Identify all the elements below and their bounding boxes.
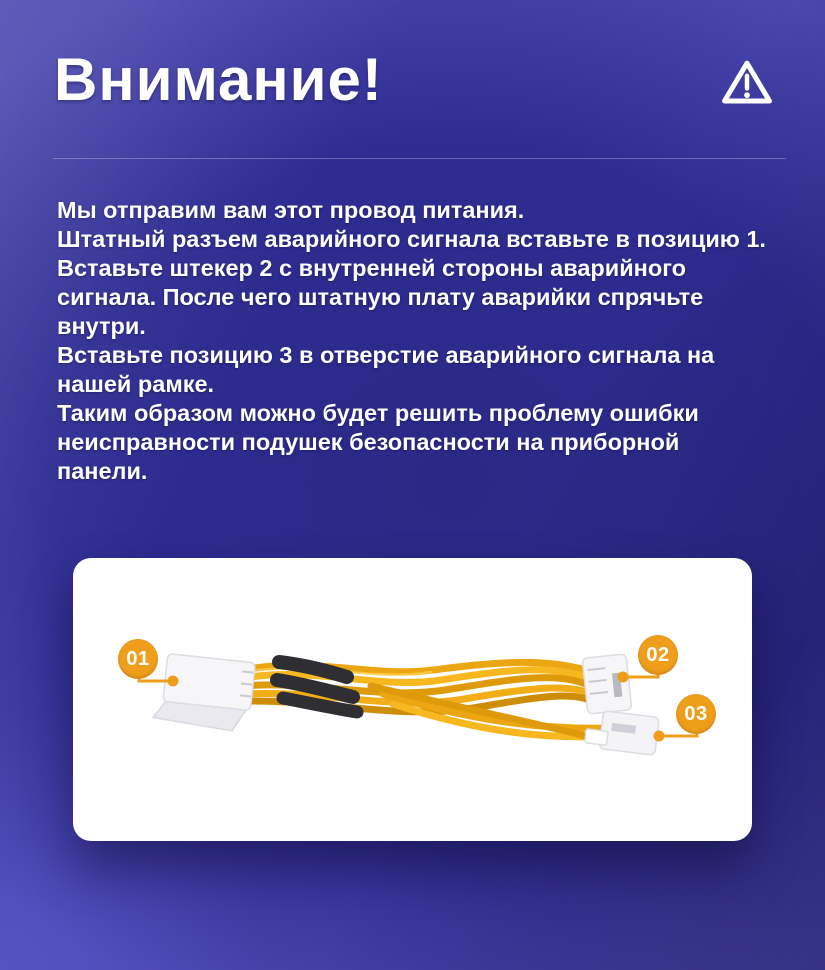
- instruction-line: внутри.: [57, 313, 146, 339]
- page-title: Внимание!: [54, 46, 383, 113]
- instruction-line: панели.: [57, 458, 148, 484]
- instruction-line: Таким образом можно будет решить проблему ошибки: [57, 400, 699, 426]
- instruction-line: Вставьте штекер 2 с внутренней стороны аварийного: [57, 255, 687, 281]
- instruction-line: сигнала. После чего штатную плату аварийки спрячьте: [57, 284, 704, 310]
- cable-badge-01: 01: [118, 639, 158, 679]
- left-connector: [153, 653, 256, 733]
- instruction-line: Мы отправим вам этот провод питания.: [57, 197, 525, 223]
- leader-dot-02: [618, 672, 629, 683]
- right-top-connector: [582, 654, 632, 714]
- instruction-line: Вставьте позицию 3 в отверстие аварийного сигнала на: [57, 342, 715, 368]
- leader-dot-03: [654, 731, 665, 742]
- instruction-line: неисправности подушек безопасности на приборной: [57, 429, 680, 455]
- cable-harness-illustration: [73, 558, 752, 841]
- right-bottom-connector: [584, 709, 659, 755]
- instructions: [57, 196, 797, 486]
- divider: [53, 158, 786, 159]
- instruction-line: Штатный разъем аварийного сигнала вставьте в позицию 1.: [57, 226, 766, 252]
- warning-triangle-icon: [720, 58, 774, 108]
- cable-photo-card: [73, 558, 752, 841]
- instruction-line: нашей рамке.: [57, 371, 215, 397]
- cable-badge-02: 02: [638, 635, 678, 675]
- cable-badge-03: 03: [676, 694, 716, 734]
- leader-dot-01: [168, 676, 179, 687]
